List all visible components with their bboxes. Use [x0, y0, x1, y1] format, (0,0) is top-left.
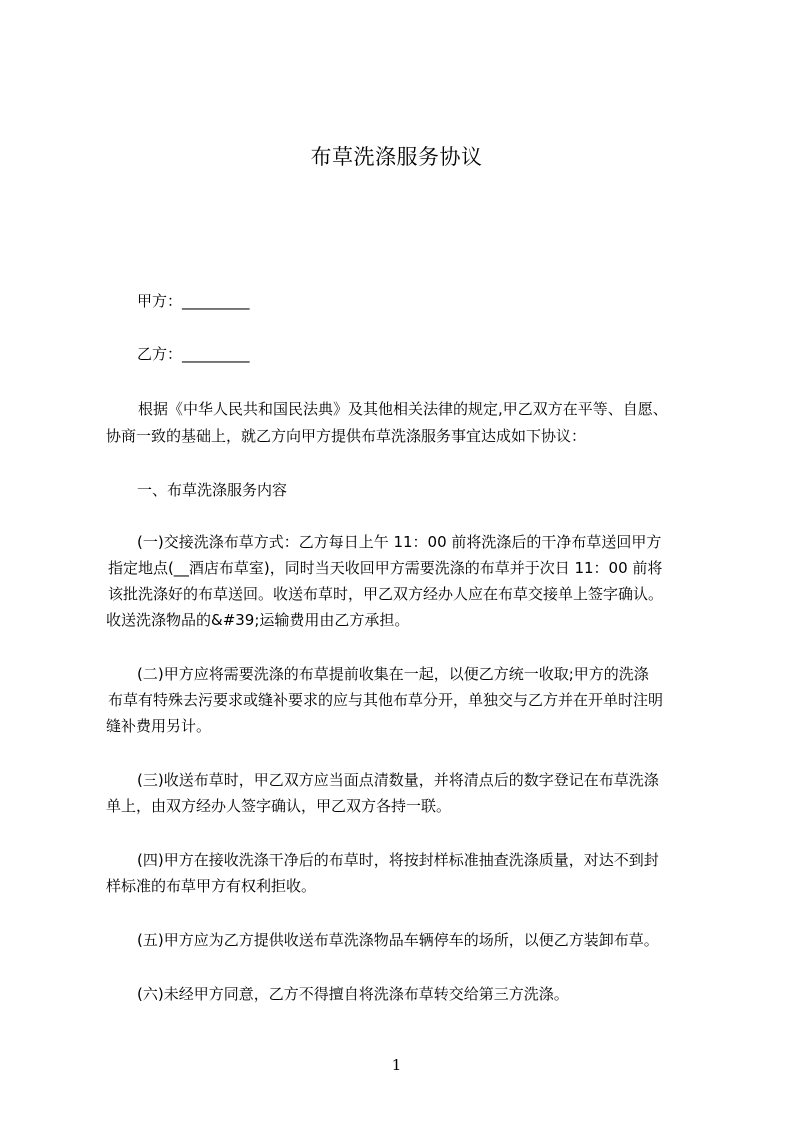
clause-line: 该批洗涤好的布草送回。收送布草时，甲乙双方经办人应在布草交接单上签字确认。	[108, 585, 664, 603]
clause-line: (四)甲方在接收洗涤干净后的布草时，将按封样标准抽查洗涤质量，对达不到封	[137, 851, 659, 869]
document-title: 布草洗涤服务协议	[310, 145, 483, 169]
preamble-line: 协商一致的基础上，就乙方向甲方提供布草洗涤服务事宜达成如下协议：	[106, 427, 587, 445]
clause-line: 单上，由双方经办人签字确认，甲乙双方各持一联。	[106, 797, 452, 815]
clause-line: (五)甲方应为乙方提供收送布草洗涤物品车辆停车的场所，以便乙方装卸布草。	[137, 931, 659, 949]
party-b-line: 乙方：_________	[137, 345, 250, 363]
section-heading: 一、布草洗涤服务内容	[137, 481, 288, 499]
clause-line: (一)交接洗涤布草方式：乙方每日上午 11：00 前将洗涤后的干净布草送回甲方	[137, 533, 662, 551]
preamble-line: 根据《中华人民共和国民法典》及其他相关法律的规定,甲乙双方在平等、自愿、	[138, 400, 668, 418]
clause-line: (三)收送布草时，甲乙双方应当面点清数量，并将清点后的数字登记在布草洗涤	[137, 771, 659, 789]
clause-line: 样标准的布草甲方有权利拒收。	[106, 877, 317, 895]
clause-line: 布草有特殊去污要求或缝补要求的应与其他布草分开，单独交与乙方并在开单时注明	[108, 691, 664, 709]
clause-line: (二)甲方应将需要洗涤的布草提前收集在一起，以便乙方统一收取;甲方的洗涤	[137, 665, 649, 683]
clause-line: (六)未经甲方同意，乙方不得擅自将洗涤布草转交给第三方洗涤。	[137, 985, 569, 1003]
clause-line: 收送洗涤物品的&#39;运输费用由乙方承担。	[106, 611, 410, 629]
party-a-line: 甲方：_________	[137, 292, 250, 310]
clause-line: 缝补费用另计。	[106, 717, 212, 735]
clause-line: 指定地点(__酒店布草室)，同时当天收回甲方需要洗涤的布草并于次日 11：00 前将	[108, 559, 663, 577]
page-number: 1	[391, 1056, 402, 1074]
